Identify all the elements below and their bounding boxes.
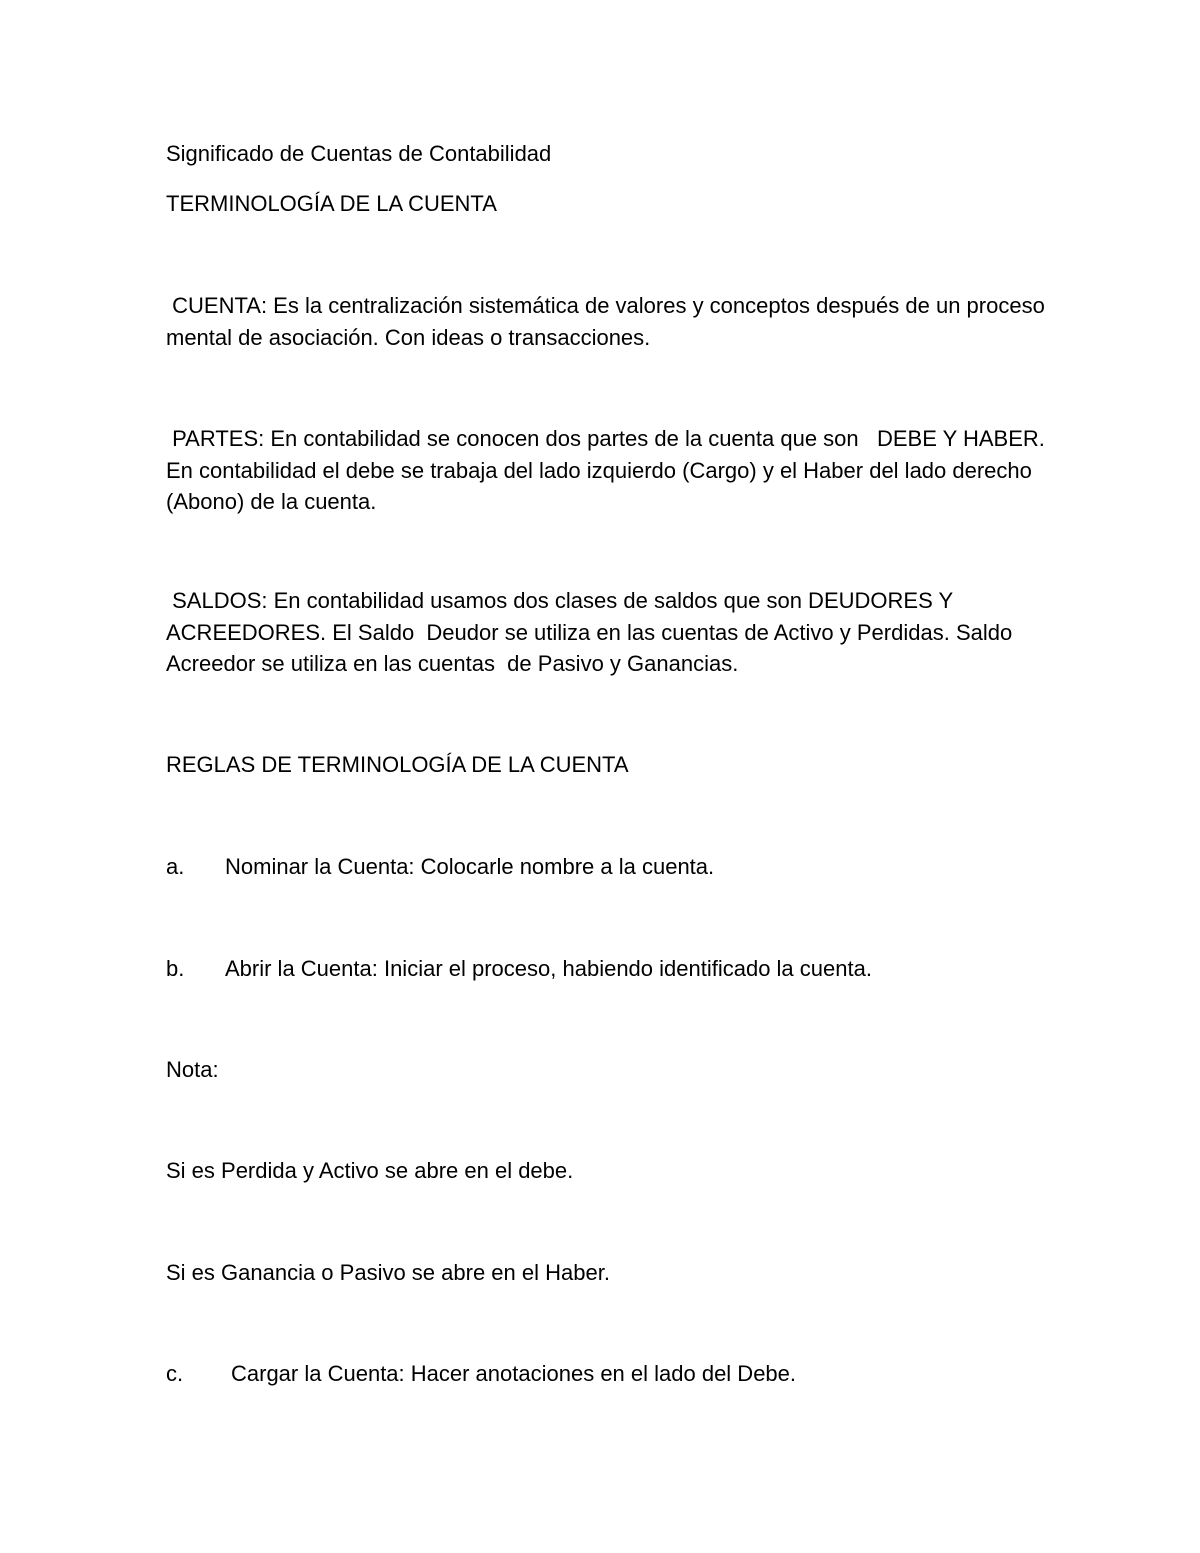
- rule-text: Abrir la Cuenta: Iniciar el proceso, habiendo identificado la cuenta.: [225, 956, 872, 981]
- note-line: Si es Perdida y Activo se abre en el debe.: [166, 1158, 574, 1183]
- section-heading: TERMINOLOGÍA DE LA CUENTA: [166, 191, 497, 216]
- rules-heading: REGLAS DE TERMINOLOGÍA DE LA CUENTA: [166, 752, 629, 777]
- rule-marker: a.: [166, 854, 185, 879]
- paragraph-partes: PARTES: En contabilidad se conocen dos partes de la cuenta que son DEBE Y HABER. En contabilidad el debe se trabaja del lado izquierdo (Cargo) y el Haber del lado derecho (Abono) de la cuenta.: [166, 426, 1052, 514]
- note-label: Nota:: [166, 1057, 219, 1082]
- document-title: Significado de Cuentas de Contabilidad: [166, 141, 552, 166]
- paragraph-cuenta: CUENTA: Es la centralización sistemática de valores y conceptos después de un proceso mental de asociación. Con ideas o transacciones.: [166, 293, 1051, 350]
- rule-item-a: [166, 851, 1046, 883]
- rule-item-b: [166, 953, 1046, 985]
- rule-text: Cargar la Cuenta: Hacer anotaciones en el lado del Debe.: [231, 1361, 797, 1386]
- rule-marker: b.: [166, 956, 185, 981]
- rule-text: Nominar la Cuenta: Colocarle nombre a la cuenta.: [225, 854, 715, 879]
- note-line: Si es Ganancia o Pasivo se abre en el Haber.: [166, 1260, 610, 1285]
- paragraph-saldos: SALDOS: En contabilidad usamos dos clases de saldos que son DEUDORES Y ACREEDORES. El Saldo Deudor se utiliza en las cuentas de Activo y Perdidas. Saldo Acreedor se utiliza en las cuentas de Pasivo y Ganancias.: [166, 588, 1018, 676]
- rule-item-c: [166, 1358, 1046, 1390]
- rule-marker: c.: [166, 1361, 184, 1386]
